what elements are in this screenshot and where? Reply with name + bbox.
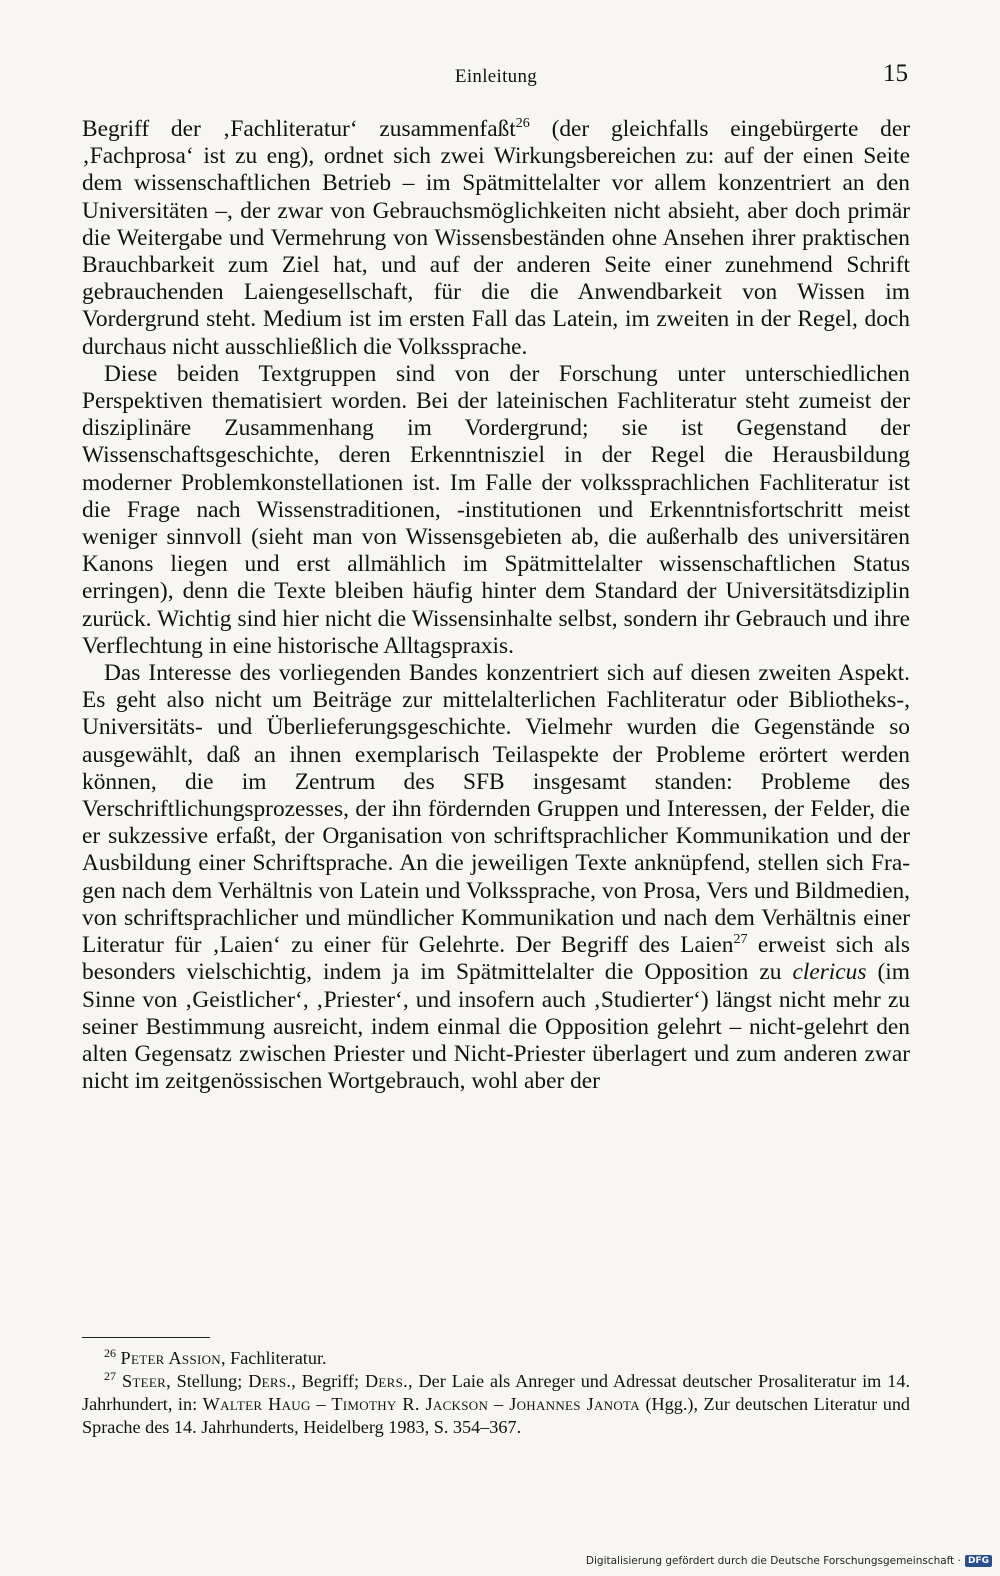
running-title: Einleitung xyxy=(454,66,538,87)
footnote-ref-26[interactable]: 26 xyxy=(515,116,530,131)
footnote-author: Peter Assion xyxy=(120,1348,221,1368)
footnote-text: , Begriff; xyxy=(291,1371,365,1391)
dfg-logo-icon: DFG xyxy=(965,1555,992,1567)
footnote-text: (Hgg.), Zur deutschen Literatur und Sprache des 14. Jahrhunderts, Heidelberg 1983, S. 354–367. xyxy=(82,1394,911,1437)
footnote-author: Ders. xyxy=(364,1371,409,1391)
footnote-editors: Walter Haug – Timothy R. Jackson – Johannes Janota xyxy=(202,1394,640,1414)
footnote-text: , Stellung; xyxy=(166,1371,249,1391)
digitization-footer xyxy=(586,1552,992,1570)
footnote-author: Ders. xyxy=(248,1371,292,1391)
text-run: erweist sich als besonders vielschichtig, indem ja im Spätmittelalter die Opposition zu xyxy=(82,932,910,986)
italic-term: clericus xyxy=(792,959,867,986)
paragraph-3 xyxy=(82,660,910,1095)
text-run: Das Interesse des vorliegenden Bandes konzentriert sich auf diesen zweiten Aspekt. Es geht also nicht um Beiträge zur mittelalterlichen Fachliteratur oder Bibliotheks-, Universitäts- und Überlieferungsgeschichte. Vielmehr wurden die Gegenstände so ausgewählt, daß an ihnen exemplarisch Teilaspekte der Probleme erörtert werden können, die im Zentrum des SFB insgesamt standen: Probleme des Verschriftlichungsprozesses, der ihn fördernden Gruppen und Interessen, der Felder, die er sukzessive erfaßt, der Organisation von schriftsprachlicher Kommunikation und der Ausbildung einer Schriftsprache. An die jeweiligen Texte anknüpfend, stellen sich Fragen nach dem Verhältnis von Latein und Volkssprache, von Prosa, Vers und Bildmedien, von schriftsprachlicher und mündlicher Kommunikation und nach dem Verhältnis einer Literatur für ‚Laien‘ zu einer für Gelehrte. Der Begriff des Laien xyxy=(82,660,910,959)
footnote-separator xyxy=(82,1337,210,1338)
text-run: Begriff der ‚Fachliteratur‘ zusammenfaßt xyxy=(82,116,516,142)
footnote-number: 26 xyxy=(104,1346,116,1360)
footnotes xyxy=(82,1347,910,1439)
footnote-27 xyxy=(82,1370,910,1439)
footnote-number: 27 xyxy=(104,1369,116,1383)
footnote-26 xyxy=(82,1347,910,1370)
text-run: (im Sinne von ‚Geistlicher‘, ‚Priester‘, und insofern auch ‚Studierter‘) längst nicht mehr zu seiner Bestimmung ausreicht, indem einmal die Opposition gelehrt – nicht-gelehrt den alten Gegensatz zwischen Priester und Nicht-Priester überlagert und zum anderen zwar nicht im zeitgenössischen Wortgebrauch, wohl aber der xyxy=(82,959,910,1095)
footnote-text: , Der Laie als Anreger und Adressat deutscher Prosaliteratur im 14. Jahrhundert, in: xyxy=(82,1371,911,1414)
footnote-text: , Fachliteratur. xyxy=(221,1348,327,1368)
funding-note: Digitalisierung gefördert durch die Deutsche Forschungsgemeinschaft · xyxy=(585,1555,961,1567)
page-number: 15 xyxy=(883,60,908,87)
footnote-ref-27[interactable]: 27 xyxy=(733,932,748,948)
paragraph-1 xyxy=(82,116,910,361)
text-run: (der gleichfalls eingebürgerte der ‚Fachprosa‘ ist zu eng), ordnet sich zwei Wirkungsbereichen zu: auf der einen Seite dem wissenschaftlichen Betrieb – im Spätmittelalter vor allem konzentriert an den Universitäten –, der zwar von Gebrauchsmöglichkeiten nicht absieht, aber doch primär die Weitergabe und Vermehrung von Wissensbeständen ohne Ansehen ihrer praktischen Brauchbarkeit zum Ziel hat, und auf der anderen Seite einer zunehmend Schrift gebrauchenden Laiengesellschaft, für die die Anwendbarkeit von Wissen im Vordergrund steht. Medium ist im ersten Fall das Latein, im zweiten in der Regel, doch durchaus nicht ausschließlich die Volkssprache. xyxy=(82,116,910,360)
running-header xyxy=(82,60,910,96)
body-text xyxy=(82,116,910,1095)
paragraph-2: Diese beiden Textgruppen sind von der Forschung unter unterschiedlichen Perspektiven thematisiert worden. Bei der lateinischen Fachliteratur steht zumeist der disziplinäre Zusammenhang im Vordergrund; sie ist Gegenstand der Wissenschaftsgeschichte, deren Erkenntnisziel in der Regel die Herausbildung moderner Problemkonstellationen ist. Im Falle der volkssprachlichen Fachliteratur ist die Frage nach Wissenstraditionen, -institutionen und Erkenntnisfortschritt meist weniger sinnvoll (sieht man von Wissensgebieten ab, die außerhalb des universitären Kanons liegen und erst allmählich im Spätmittelalter wissenschaftlichen Status erringen), denn die Texte bleiben häufig hinter dem Standard der Universitätsdiziplin zurück. Wichtig sind hier nicht die Wissensinhalte selbst, sondern ihr Gebrauch und ihre Verflechtung in eine historische Alltagspraxis. xyxy=(82,360,910,659)
footnote-author: Steer xyxy=(121,1371,167,1391)
